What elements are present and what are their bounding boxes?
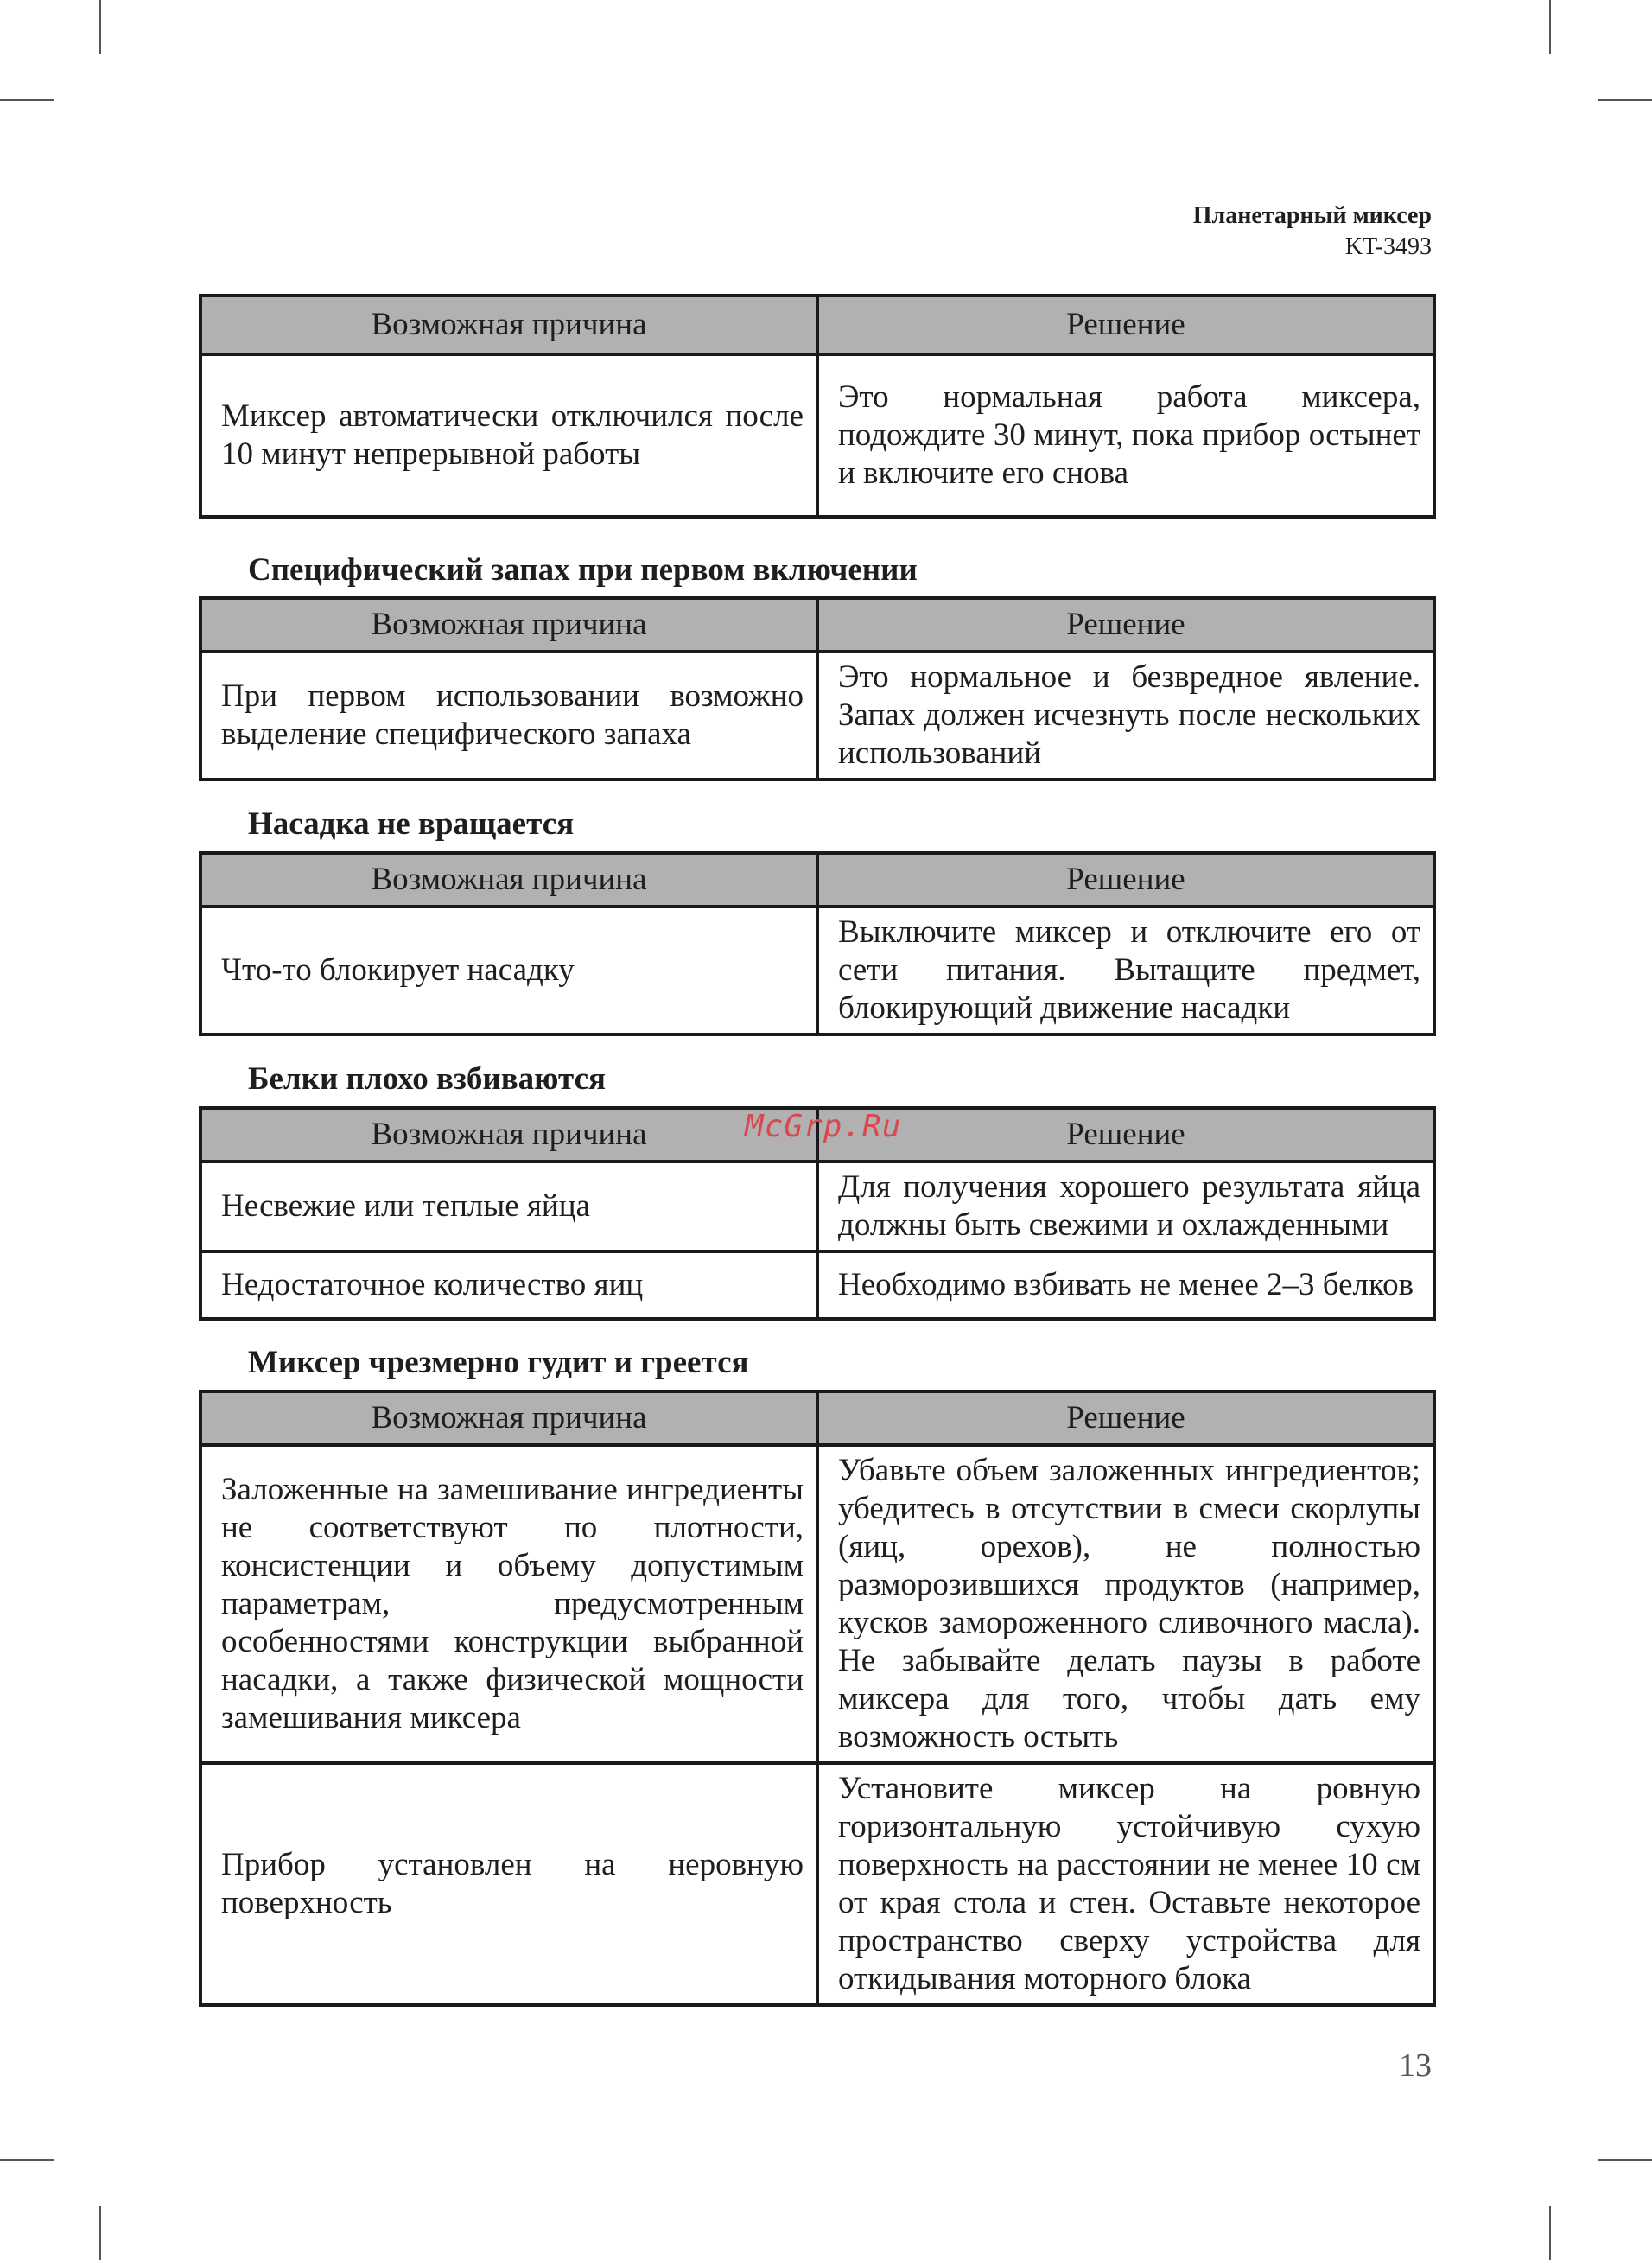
solution-cell: Это нормальная работа миксера, подождите 30 минут, пока прибор остынет и включите его снова	[817, 354, 1434, 517]
table-row	[200, 1763, 1434, 2005]
solution-column-header: Решение	[817, 1108, 1434, 1162]
cause-cell: Несвежие или теплые яйца	[200, 1162, 817, 1251]
solution-cell: Для получения хорошего результата яйца должны быть свежими и охлажденными	[817, 1162, 1434, 1251]
crop-mark	[99, 0, 101, 54]
solution-cell: Убавьте объем заложенных ингредиентов; убедитесь в отсутствии в смеси скорлупы (яиц, орехов), не полностью разморозившихся продуктов (например, кусков замороженного сливочного масла). Не забывайте делать паузы в работе миксера для того, чтобы дать ему возможность остыть	[817, 1445, 1434, 1763]
table-row	[200, 1251, 1434, 1319]
cause-cell: При первом использовании возможно выделение специфического запаха	[200, 652, 817, 780]
crop-mark	[0, 2159, 54, 2161]
crop-mark	[1549, 2206, 1551, 2260]
solution-cell: Установите миксер на ровную горизонтальную устойчивую сухую поверхность на расстоянии не менее 10 см от края стола и стен. Оставьте некоторое пространство сверху устройства для откидывания моторного блока	[817, 1763, 1434, 2005]
solution-cell: Это нормальное и безвредное явление. Запах должен исчезнуть после нескольких использований	[817, 652, 1434, 780]
cause-column-header: Возможная причина	[200, 853, 817, 907]
solution-cell: Необходимо взбивать не менее 2–3 белков	[817, 1251, 1434, 1319]
cause-cell: Прибор установлен на неровную поверхность	[200, 1763, 817, 2005]
section-title: Насадка не вращается	[248, 806, 575, 842]
troubleshooting-table	[199, 851, 1436, 1036]
cause-column-header: Возможная причина	[200, 296, 817, 354]
table-row	[200, 652, 1434, 780]
solution-column-header: Решение	[817, 1391, 1434, 1445]
table-row	[200, 907, 1434, 1035]
page-number: 13	[1399, 2047, 1432, 2084]
solution-cell: Выключите миксер и отключите его от сети питания. Вытащите предмет, блокирующий движение насадки	[817, 907, 1434, 1035]
table-header-row	[200, 296, 1434, 354]
solution-column-header: Решение	[817, 296, 1434, 354]
solution-column-header: Решение	[817, 853, 1434, 907]
watermark: McGrp.Ru	[745, 1109, 902, 1144]
crop-mark	[99, 2206, 101, 2260]
table-header-row	[200, 1391, 1434, 1445]
crop-mark	[1549, 0, 1551, 54]
cause-cell: Недостаточное количество яиц	[200, 1251, 817, 1319]
table-row	[200, 1445, 1434, 1763]
table-header-row	[200, 853, 1434, 907]
section-title: Специфический запах при первом включении	[248, 552, 918, 588]
section-title: Миксер чрезмерно гудит и греется	[248, 1345, 749, 1380]
solution-column-header: Решение	[817, 598, 1434, 652]
troubleshooting-table	[199, 294, 1436, 519]
table-header-row	[200, 598, 1434, 652]
table-row	[200, 1162, 1434, 1251]
crop-mark	[0, 99, 54, 101]
troubleshooting-table	[199, 596, 1436, 781]
cause-cell: Миксер автоматически отключился после 10 минут непрерывной работы	[200, 354, 817, 517]
table-row	[200, 354, 1434, 517]
crop-mark	[1598, 2159, 1652, 2161]
model-number: KT-3493	[1344, 233, 1432, 260]
troubleshooting-table	[199, 1390, 1436, 2007]
running-header	[1193, 201, 1432, 263]
cause-cell: Что-то блокирует насадку	[200, 907, 817, 1035]
cause-column-header: Возможная причина	[200, 598, 817, 652]
crop-mark	[1598, 99, 1652, 101]
section-title: Белки плохо взбиваются	[248, 1061, 607, 1097]
product-name: Планетарный миксер	[1192, 202, 1432, 229]
cause-cell: Заложенные на замешивание ингредиенты не соответствуют по плотности, консистенции и объему допустимым параметрам, предусмотренным особенностями конструкции выбранной насадки, а также физической мощности замешивания миксера	[200, 1445, 817, 1763]
cause-column-header: Возможная причина	[200, 1108, 817, 1162]
cause-column-header: Возможная причина	[200, 1391, 817, 1445]
